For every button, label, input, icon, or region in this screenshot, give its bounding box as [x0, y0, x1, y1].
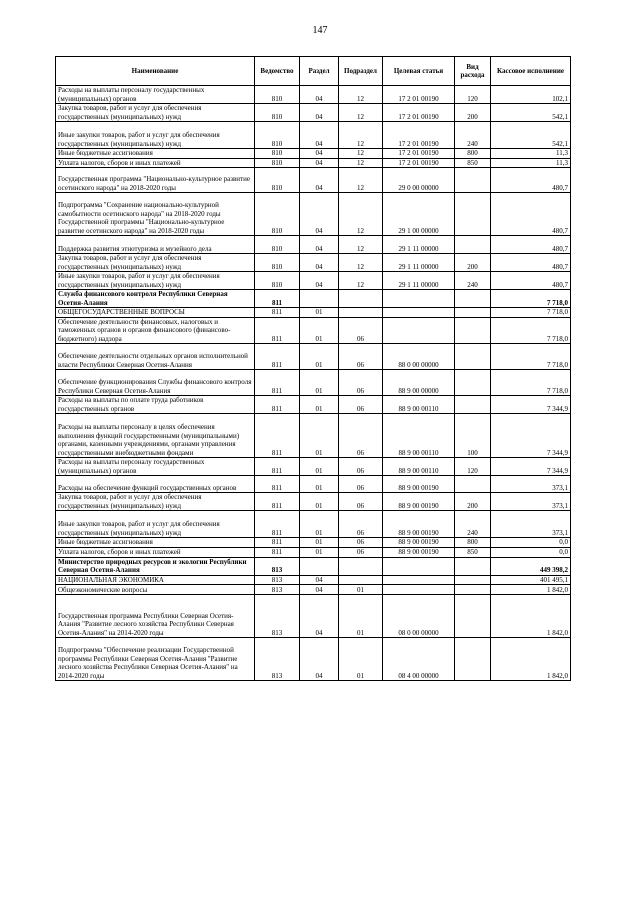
table-row: [56, 414, 571, 458]
cell-section: [300, 557, 339, 575]
cell-section: 01: [300, 414, 339, 458]
cell-name: Обеспечение функционирования Службы финансового контроля Республики Северная Осетия-Алания: [56, 370, 255, 396]
cell-cash-execution: 480,7: [491, 254, 571, 272]
cell-cash-execution: 7 718,0: [491, 317, 571, 344]
cell-target-item: 17 2 01 00190: [383, 104, 455, 122]
cell-expense-type: [455, 290, 491, 308]
cell-subsection: 06: [339, 493, 383, 511]
cell-target-item: 88 9 00 00110: [383, 458, 455, 476]
cell-name: Уплата налогов, сборов и иных платежей: [56, 158, 255, 168]
cell-expense-type: [455, 638, 491, 681]
cell-subsection: 12: [339, 104, 383, 122]
cell-cash-execution: 1 842,0: [491, 595, 571, 638]
table-row: [56, 272, 571, 290]
cell-subsection: 06: [339, 458, 383, 476]
cell-expense-type: 800: [455, 538, 491, 548]
cell-expense-type: 800: [455, 149, 491, 159]
cell-cash-execution: 480,7: [491, 272, 571, 290]
cell-subsection: [339, 308, 383, 318]
cell-department: 810: [255, 254, 300, 272]
cell-target-item: 08 0 00 00000: [383, 595, 455, 638]
cell-cash-execution: 480,7: [491, 236, 571, 254]
cell-section: 01: [300, 547, 339, 557]
cell-cash-execution: 7 344,9: [491, 458, 571, 476]
table-row: [56, 290, 571, 308]
cell-expense-type: [455, 344, 491, 370]
cell-expense-type: [455, 308, 491, 318]
cell-department: 811: [255, 396, 300, 414]
cell-department: 810: [255, 158, 300, 168]
cell-cash-execution: 0,0: [491, 538, 571, 548]
cell-cash-execution: 1 842,0: [491, 585, 571, 595]
cell-subsection: 06: [339, 511, 383, 538]
cell-section: 01: [300, 458, 339, 476]
cell-department: 811: [255, 547, 300, 557]
cell-cash-execution: 102,1: [491, 86, 571, 104]
cell-subsection: 06: [339, 547, 383, 557]
table-row: [56, 122, 571, 149]
cell-department: 811: [255, 458, 300, 476]
cell-department: 811: [255, 493, 300, 511]
cell-name: Расходы на выплаты персоналу государственных (муниципальных) органов: [56, 86, 255, 104]
cell-department: 813: [255, 595, 300, 638]
cell-section: 04: [300, 236, 339, 254]
cell-subsection: 06: [339, 344, 383, 370]
cell-cash-execution: 542,1: [491, 122, 571, 149]
table-row: [56, 493, 571, 511]
cell-subsection: 12: [339, 236, 383, 254]
table-row: [56, 557, 571, 575]
header-section: Раздел: [300, 57, 339, 86]
cell-section: 04: [300, 595, 339, 638]
cell-cash-execution: 401 495,1: [491, 575, 571, 585]
cell-target-item: 29 1 11 00000: [383, 254, 455, 272]
cell-target-item: 88 9 00 00190: [383, 511, 455, 538]
cell-section: 04: [300, 149, 339, 159]
cell-name: НАЦИОНАЛЬНАЯ ЭКОНОМИКА: [56, 575, 255, 585]
table-row: [56, 396, 571, 414]
cell-subsection: 01: [339, 638, 383, 681]
cell-name: Иные закупки товаров, работ и услуг для обеспечения государственных (муниципальных) нужд: [56, 272, 255, 290]
cell-section: 01: [300, 493, 339, 511]
cell-name: Обеспечение деятельности финансовых, налоговых и таможенных органов и органов финансового (финансово-бюджетного) надзора: [56, 317, 255, 344]
cell-target-item: 88 9 00 00190: [383, 476, 455, 493]
cell-department: 810: [255, 272, 300, 290]
cell-expense-type: 240: [455, 511, 491, 538]
cell-cash-execution: 542,1: [491, 104, 571, 122]
cell-section: 04: [300, 168, 339, 193]
cell-subsection: 06: [339, 317, 383, 344]
cell-target-item: [383, 290, 455, 308]
cell-subsection: 12: [339, 158, 383, 168]
cell-name: Закупка товаров, работ и услуг для обеспечения государственных (муниципальных) нужд: [56, 104, 255, 122]
cell-cash-execution: 480,7: [491, 168, 571, 193]
cell-expense-type: 200: [455, 254, 491, 272]
cell-subsection: 06: [339, 476, 383, 493]
cell-cash-execution: 7 718,0: [491, 370, 571, 396]
cell-expense-type: [455, 193, 491, 236]
header-target-item: Целевая статья: [383, 57, 455, 86]
cell-expense-type: 100: [455, 414, 491, 458]
table-row: [56, 575, 571, 585]
cell-target-item: 08 4 00 00000: [383, 638, 455, 681]
cell-subsection: [339, 557, 383, 575]
cell-target-item: 88 9 00 00000: [383, 370, 455, 396]
cell-expense-type: 240: [455, 122, 491, 149]
table-row: [56, 308, 571, 318]
cell-name: Подпрограмма "Сохранение национально-культурной самобытности осетинского народа" на 2018-2020 годы Государственной программы "Национально-культурное развитие осетинского народа" на 2018-2020 годы: [56, 193, 255, 236]
cell-subsection: [339, 575, 383, 585]
cell-expense-type: 850: [455, 158, 491, 168]
table-row: [56, 193, 571, 236]
table-row: [56, 158, 571, 168]
cell-department: 810: [255, 122, 300, 149]
table-row: [56, 236, 571, 254]
cell-expense-type: 200: [455, 493, 491, 511]
cell-target-item: [383, 585, 455, 595]
cell-section: 04: [300, 254, 339, 272]
header-row: [56, 57, 571, 86]
table-row: [56, 370, 571, 396]
cell-subsection: 12: [339, 149, 383, 159]
cell-section: 04: [300, 158, 339, 168]
cell-cash-execution: 11,3: [491, 158, 571, 168]
cell-section: 04: [300, 575, 339, 585]
header-name: Наименование: [56, 57, 255, 86]
cell-subsection: 06: [339, 538, 383, 548]
cell-target-item: [383, 575, 455, 585]
cell-department: 811: [255, 476, 300, 493]
cell-expense-type: 200: [455, 104, 491, 122]
cell-expense-type: [455, 575, 491, 585]
cell-expense-type: 850: [455, 547, 491, 557]
page-number: 147: [312, 25, 328, 36]
cell-subsection: 01: [339, 595, 383, 638]
cell-department: 810: [255, 236, 300, 254]
cell-cash-execution: 373,1: [491, 511, 571, 538]
cell-department: 810: [255, 168, 300, 193]
cell-name: Подпрограмма "Обеспечение реализации Государственной программы Республики Северная Осетия-Алания "Развитие лесного хозяйства Республики Северная Осетия-Алания" на 2014-2020 годы: [56, 638, 255, 681]
cell-name: Расходы на выплаты персоналу государственных (муниципальных) органов: [56, 458, 255, 476]
cell-subsection: 12: [339, 168, 383, 193]
table-header: [56, 57, 571, 86]
cell-subsection: 06: [339, 396, 383, 414]
cell-expense-type: [455, 476, 491, 493]
cell-cash-execution: 449 398,2: [491, 557, 571, 575]
cell-target-item: [383, 557, 455, 575]
header-expense-type: Вид расхода: [455, 57, 491, 86]
cell-section: 01: [300, 308, 339, 318]
cell-section: 01: [300, 344, 339, 370]
cell-expense-type: [455, 317, 491, 344]
cell-name: Расходы на обеспечение функций государственных органов: [56, 476, 255, 493]
cell-cash-execution: 1 842,0: [491, 638, 571, 681]
cell-subsection: 12: [339, 86, 383, 104]
cell-cash-execution: 7 718,0: [491, 308, 571, 318]
table-row: [56, 149, 571, 159]
cell-subsection: 12: [339, 272, 383, 290]
cell-expense-type: [455, 370, 491, 396]
cell-department: 811: [255, 538, 300, 548]
cell-target-item: 17 2 01 00190: [383, 158, 455, 168]
cell-section: 04: [300, 86, 339, 104]
cell-section: 04: [300, 585, 339, 595]
cell-subsection: 01: [339, 585, 383, 595]
cell-target-item: 17 2 01 00190: [383, 149, 455, 159]
cell-name: Служба финансового контроля Республики Северная Осетия-Алания: [56, 290, 255, 308]
cell-section: 01: [300, 396, 339, 414]
cell-name: Иные бюджетные ассигнования: [56, 538, 255, 548]
cell-target-item: 88 9 00 00190: [383, 493, 455, 511]
cell-department: 813: [255, 575, 300, 585]
cell-department: 810: [255, 104, 300, 122]
cell-expense-type: 240: [455, 272, 491, 290]
table-row: [56, 511, 571, 538]
cell-cash-execution: 480,7: [491, 193, 571, 236]
cell-name: Государственная программа "Национально-культурное развитие осетинского народа" на 2018-2020 годы: [56, 168, 255, 193]
cell-target-item: 29 1 00 00000: [383, 193, 455, 236]
cell-name: Закупка товаров, работ и услуг для обеспечения государственных (муниципальных) нужд: [56, 254, 255, 272]
table-row: [56, 595, 571, 638]
table-row: [56, 458, 571, 476]
table-row: [56, 317, 571, 344]
cell-name: Иные закупки товаров, работ и услуг для обеспечения государственных (муниципальных) нужд: [56, 122, 255, 149]
cell-subsection: [339, 290, 383, 308]
cell-cash-execution: 7 718,0: [491, 290, 571, 308]
header-department: Ведомство: [255, 57, 300, 86]
cell-section: 01: [300, 538, 339, 548]
cell-target-item: 29 1 11 00000: [383, 272, 455, 290]
cell-subsection: 06: [339, 370, 383, 396]
cell-expense-type: 120: [455, 458, 491, 476]
cell-department: 810: [255, 149, 300, 159]
cell-department: 811: [255, 317, 300, 344]
cell-section: 04: [300, 638, 339, 681]
cell-name: Иные закупки товаров, работ и услуг для обеспечения государственных (муниципальных) нужд: [56, 511, 255, 538]
cell-department: 811: [255, 511, 300, 538]
cell-expense-type: [455, 585, 491, 595]
table-row: [56, 638, 571, 681]
table-row: [56, 476, 571, 493]
cell-target-item: 17 2 01 00190: [383, 86, 455, 104]
table-row: [56, 538, 571, 548]
cell-cash-execution: 7 718,0: [491, 344, 571, 370]
cell-cash-execution: 7 344,9: [491, 396, 571, 414]
cell-expense-type: 120: [455, 86, 491, 104]
cell-name: Обеспечение деятельности отдельных органов исполнительной власти Республики Северная Осетия-Алания: [56, 344, 255, 370]
cell-subsection: 12: [339, 254, 383, 272]
cell-expense-type: [455, 396, 491, 414]
cell-target-item: [383, 308, 455, 318]
cell-department: 810: [255, 193, 300, 236]
cell-section: 01: [300, 476, 339, 493]
cell-subsection: 06: [339, 414, 383, 458]
cell-name: Расходы на выплаты персоналу в целях обеспечения выполнения функций государственными (муниципальными) органами, казенными учреждениями, органами управления государственными внебюджетными фондами: [56, 414, 255, 458]
cell-subsection: 12: [339, 193, 383, 236]
table-row: [56, 344, 571, 370]
cell-name: Общеэкономические вопросы: [56, 585, 255, 595]
table-row: [56, 168, 571, 193]
cell-name: Поддержка развития этнотуризма и музейного дела: [56, 236, 255, 254]
cell-name: Министерство природных ресурсов и экологии Республики Северная Осетия-Алания: [56, 557, 255, 575]
cell-section: 01: [300, 511, 339, 538]
cell-cash-execution: 373,1: [491, 493, 571, 511]
cell-cash-execution: 373,1: [491, 476, 571, 493]
cell-department: 813: [255, 638, 300, 681]
cell-department: 811: [255, 414, 300, 458]
cell-section: 04: [300, 272, 339, 290]
cell-expense-type: [455, 595, 491, 638]
cell-target-item: 29 0 00 00000: [383, 168, 455, 193]
cell-department: 811: [255, 370, 300, 396]
cell-department: 811: [255, 308, 300, 318]
cell-section: 04: [300, 122, 339, 149]
cell-department: 813: [255, 585, 300, 595]
cell-cash-execution: 7 344,9: [491, 414, 571, 458]
cell-expense-type: [455, 557, 491, 575]
table-row: [56, 585, 571, 595]
cell-name: Уплата налогов, сборов и иных платежей: [56, 547, 255, 557]
table-row: [56, 547, 571, 557]
cell-section: 01: [300, 317, 339, 344]
cell-target-item: 88 9 00 00110: [383, 414, 455, 458]
cell-subsection: 12: [339, 122, 383, 149]
table-row: [56, 254, 571, 272]
cell-expense-type: [455, 236, 491, 254]
cell-department: 811: [255, 344, 300, 370]
table-row: [56, 86, 571, 104]
cell-name: Государственная программа Республики Северная Осетия-Алания "Развитие лесного хозяйства Республики Северная Осетия-Алания" на 2014-2020 годы: [56, 595, 255, 638]
cell-department: 811: [255, 290, 300, 308]
header-cash-execution: Кассовое исполнение: [491, 57, 571, 86]
cell-department: 813: [255, 557, 300, 575]
cell-name: Иные бюджетные ассигнования: [56, 149, 255, 159]
cell-section: [300, 290, 339, 308]
cell-target-item: 88 9 00 00190: [383, 538, 455, 548]
cell-target-item: 88 9 00 00110: [383, 396, 455, 414]
cell-target-item: [383, 317, 455, 344]
cell-section: 04: [300, 193, 339, 236]
cell-target-item: 88 9 00 00190: [383, 547, 455, 557]
cell-section: 04: [300, 104, 339, 122]
header-subsection: Подраздел: [339, 57, 383, 86]
table-body: [56, 86, 571, 681]
cell-name: Расходы на выплаты по оплате труда работников государственных органов: [56, 396, 255, 414]
cell-expense-type: [455, 168, 491, 193]
cell-target-item: 17 2 01 00190: [383, 122, 455, 149]
cell-target-item: 88 0 00 00000: [383, 344, 455, 370]
cell-cash-execution: 11,3: [491, 149, 571, 159]
table-row: [56, 104, 571, 122]
cell-target-item: 29 1 11 00000: [383, 236, 455, 254]
cell-name: Закупка товаров, работ и услуг для обеспечения государственных (муниципальных) нужд: [56, 493, 255, 511]
cell-cash-execution: 0,0: [491, 547, 571, 557]
budget-table: [55, 56, 571, 681]
cell-name: ОБЩЕГОСУДАРСТВЕННЫЕ ВОПРОСЫ: [56, 308, 255, 318]
cell-section: 01: [300, 370, 339, 396]
cell-department: 810: [255, 86, 300, 104]
